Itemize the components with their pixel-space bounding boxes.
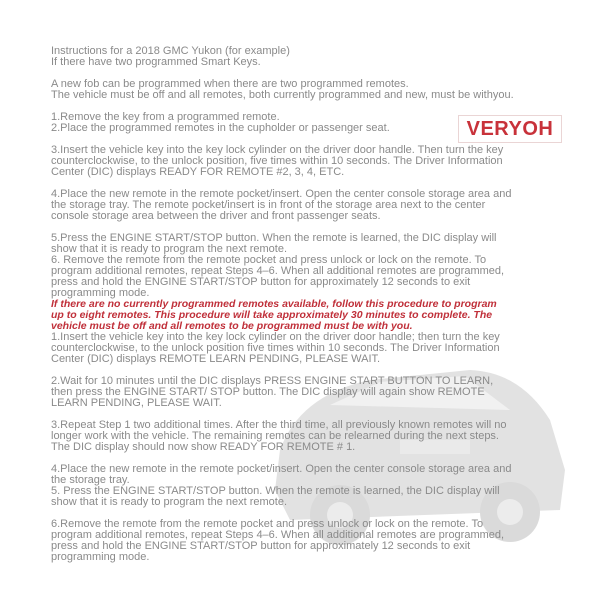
- step-b4-5: [51, 464, 551, 508]
- header-line: If there have two programmed Smart Keys.: [51, 56, 261, 68]
- step-line: 6.Remove the remote from the remote pocket and press unlock or lock on the remote. To: [51, 518, 484, 530]
- step-line: programming mode.: [51, 551, 150, 563]
- warning-line: up to eight remotes. This procedure will take approximately 30 minutes to complete. The: [51, 309, 493, 321]
- step-line: show that it is ready to program the next remote.: [51, 496, 288, 508]
- step-b6: [51, 519, 551, 563]
- steps-a-1-2: [51, 112, 551, 134]
- step-line: 6. Remove the remote from the remote pocket and press unlock or lock on the remote. To: [51, 254, 487, 266]
- step-b3: [51, 420, 551, 453]
- step-line: LEARN PENDING, PLEASE WAIT.: [51, 397, 222, 409]
- step-line: program additional remotes, repeat Steps 4–6. When all additional remotes are programmed,: [51, 265, 505, 277]
- step-b2: [51, 376, 551, 409]
- step-line: press and hold the ENGINE START/STOP button for approximately 12 seconds to exit: [51, 540, 471, 552]
- instruction-text: [51, 46, 551, 563]
- step-line: counterclockwise, to the unlock position, five times within 10 seconds. The Driver Information: [51, 155, 503, 167]
- step-line: Center (DIC) displays REMOTE LEARN PENDING, PLEASE WAIT.: [51, 353, 381, 365]
- step-line: programming mode.: [51, 287, 150, 299]
- brand-logo: VERYOH: [458, 115, 562, 143]
- step-a4: [51, 189, 551, 222]
- step-line: 5. Press the ENGINE START/STOP button. When the remote is learned, the DIC display will: [51, 485, 500, 497]
- step-a5-6: [51, 233, 551, 299]
- intro-block: [51, 79, 551, 101]
- warning-line: If there are no currently programmed remotes available, follow this procedure to program: [51, 298, 497, 310]
- step-line: counterclockwise, to the unlock position five times within 10 seconds. The Driver Information: [51, 342, 500, 354]
- intro-line: The vehicle must be off and all remotes, both currently programmed and new, must be withyou.: [51, 89, 514, 101]
- step-line: the storage tray. The remote pocket/insert is in front of the storage area next to the center: [51, 199, 486, 211]
- step-line: 1.Insert the vehicle key into the key lock cylinder on the driver door handle; then turn the key: [51, 331, 500, 343]
- step-b1: [51, 332, 551, 365]
- step-line: 3.Repeat Step 1 two additional times. After the third time, all previously known remotes will no: [51, 419, 507, 431]
- step-line: 4.Place the new remote in the remote pocket/insert. Open the center console storage area and: [51, 188, 512, 200]
- step-line: 2.Wait for 10 minutes until the DIC displays PRESS ENGINE START BUTTON TO LEARN,: [51, 375, 494, 387]
- step-line: 1.Remove the key from a programmed remote.: [51, 111, 280, 123]
- step-line: show that it is ready to program the next remote.: [51, 243, 288, 255]
- warning-line: vehicle must be off and all remotes to be programmed must be with you.: [51, 320, 413, 332]
- step-line: longer work with the vehicle. The remaining remotes can be relearned during the next steps.: [51, 430, 499, 442]
- step-line: 2.Place the programmed remotes in the cupholder or passenger seat.: [51, 122, 390, 134]
- warning-block: [51, 299, 551, 332]
- step-line: 3.Insert the vehicle key into the key lock cylinder on the driver door handle. Then turn the key: [51, 144, 504, 156]
- header-block: [51, 46, 551, 68]
- step-line: program additional remotes, repeat Steps 4–6. When all additional remotes are programmed,: [51, 529, 505, 541]
- step-line: the storage tray.: [51, 474, 130, 486]
- step-line: The DIC display should now show READY FOR REMOTE # 1.: [51, 441, 356, 453]
- intro-line: A new fob can be programmed when there are two programmed remotes.: [51, 78, 409, 90]
- step-line: 5.Press the ENGINE START/STOP button. When the remote is learned, the DIC display will: [51, 232, 497, 244]
- step-line: console storage area between the driver and front passenger seats.: [51, 210, 381, 222]
- header-line: Instructions for a 2018 GMC Yukon (for example): [51, 45, 290, 57]
- step-line: press and hold the ENGINE START/STOP button for approximately 12 seconds to exit: [51, 276, 471, 288]
- step-a3: [51, 145, 551, 178]
- step-line: 4.Place the new remote in the remote pocket/insert. Open the center console storage area and: [51, 463, 512, 475]
- step-line: then press the ENGINE START/ STOP button. The DIC display will again show REMOTE: [51, 386, 485, 398]
- step-line: Center (DIC) displays READY FOR REMOTE #2, 3, 4, ETC.: [51, 166, 345, 178]
